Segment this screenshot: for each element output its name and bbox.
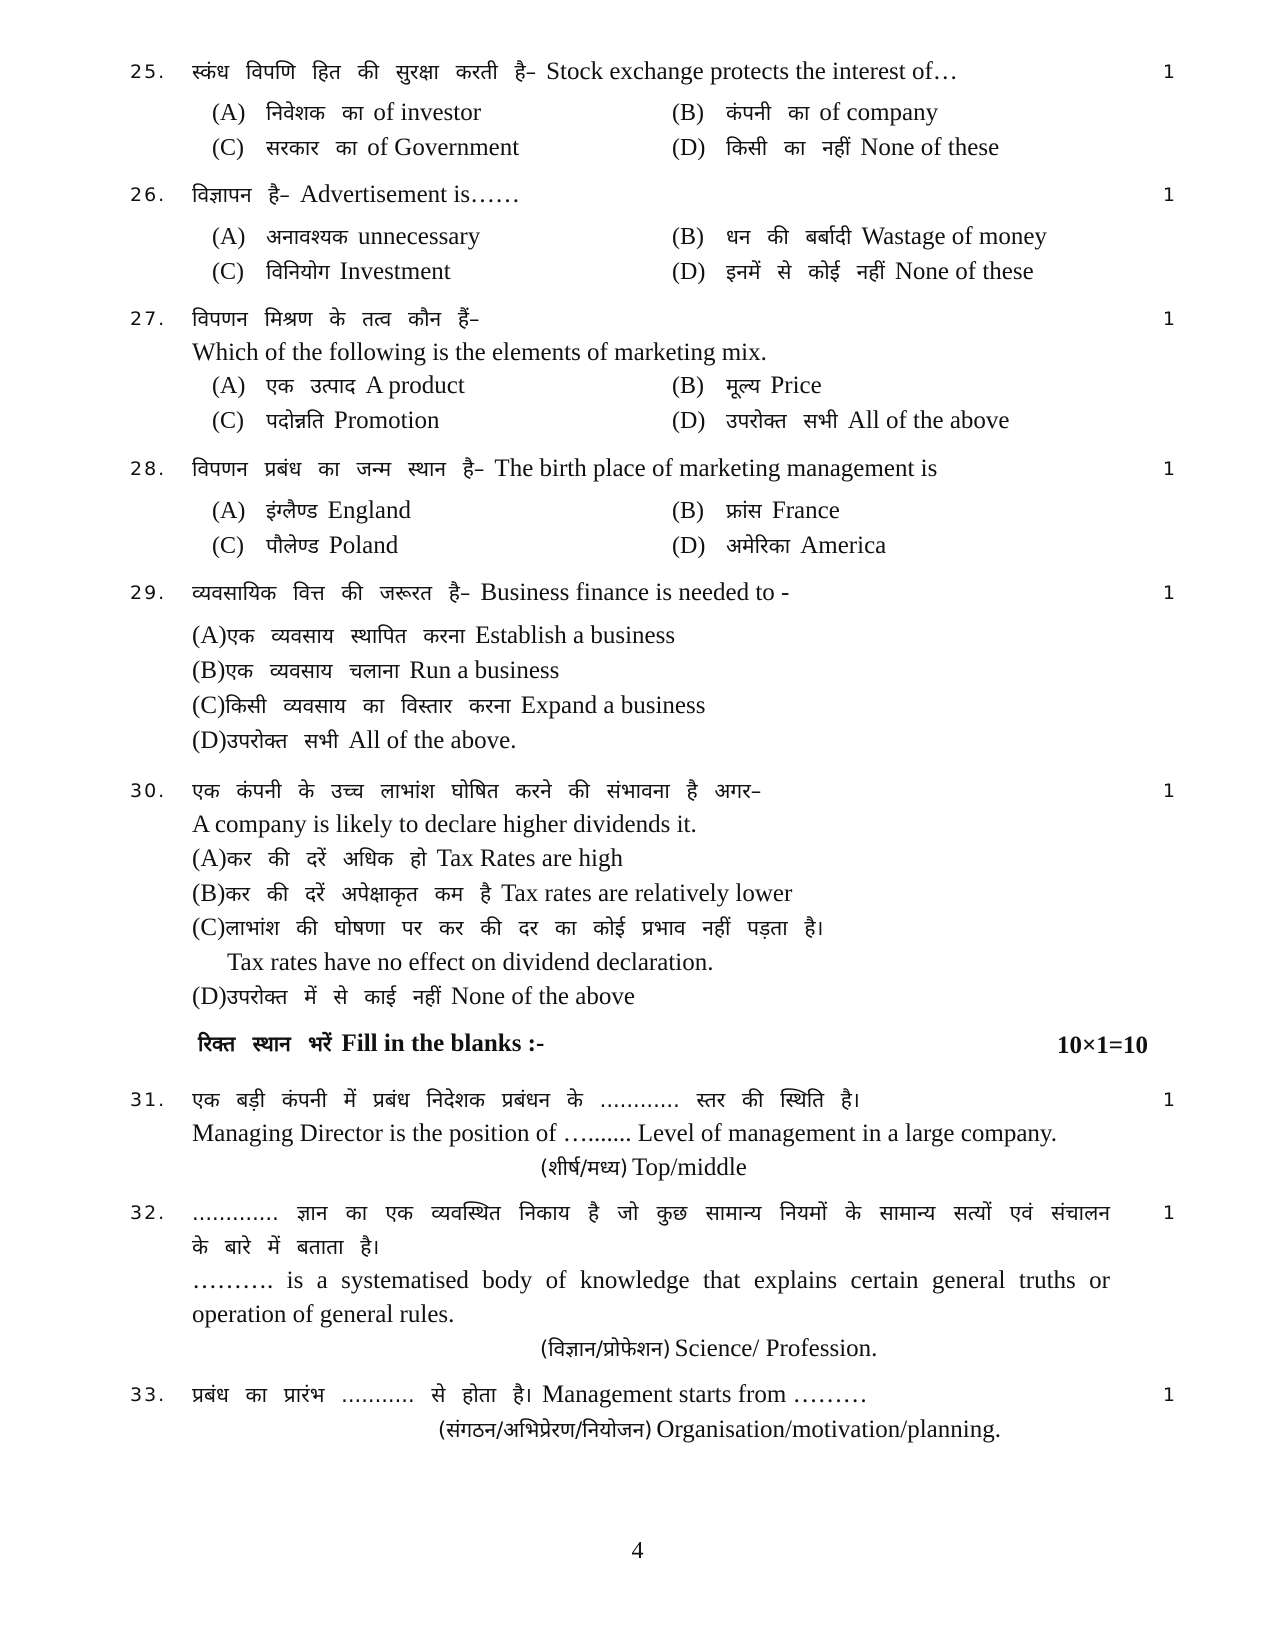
question-number: 33. bbox=[130, 1384, 167, 1406]
question-text-hindi: स्कंध विपणि हित की सुरक्षा करती है– bbox=[192, 60, 537, 84]
page-number: 4 bbox=[631, 1538, 644, 1564]
question-marks: 1 bbox=[1162, 582, 1175, 604]
question-26 bbox=[130, 178, 1175, 218]
question-number: 26. bbox=[130, 184, 167, 206]
question-number: 25. bbox=[130, 61, 167, 83]
question-28 bbox=[130, 452, 1175, 492]
section-title-english: Fill in the blanks :- bbox=[341, 1030, 545, 1057]
option-a: (A) इंग्लैण्ड England bbox=[212, 497, 411, 524]
question-text-english: Advertisement is…… bbox=[299, 181, 521, 208]
question-marks: 1 bbox=[1162, 1384, 1175, 1406]
question-text-hindi: व्यवसायिक वित्त की जरूरत है– bbox=[192, 581, 471, 605]
question-number: 32. bbox=[130, 1202, 167, 1224]
question-32 bbox=[130, 1196, 1175, 1336]
question-text-hindi: प्रबंध का प्रारंभ ........... से होता है। bbox=[192, 1383, 532, 1407]
question-33 bbox=[130, 1378, 1175, 1418]
option-b: (B) फ्रांस France bbox=[672, 497, 840, 524]
question-text-hindi: विपणन मिश्रण के तत्व कौन हैं– bbox=[192, 307, 480, 331]
option-c: (C) पदोन्नति Promotion bbox=[212, 407, 440, 434]
question-number: 28. bbox=[130, 458, 167, 480]
option-c: (C)लाभांश की घोषणा पर कर की दर का कोई प्रभाव नहीं पड़ता है। bbox=[192, 914, 824, 941]
option-a: (A) अनावश्यक unnecessary bbox=[212, 223, 481, 250]
option-b: (B) मूल्य Price bbox=[672, 372, 822, 399]
option-d: (D) किसी का नहीं None of these bbox=[672, 134, 1000, 161]
option-d: (D)उपरोक्त में से काई नहीं None of the above bbox=[192, 983, 635, 1010]
question-marks: 1 bbox=[1162, 1089, 1175, 1111]
question-text bbox=[192, 576, 789, 610]
option-c-english: Tax rates have no effect on dividend declaration. bbox=[227, 949, 714, 976]
question-number: 30. bbox=[130, 780, 167, 802]
question-text-english: Business finance is needed to - bbox=[480, 579, 790, 606]
option-b: (B)कर की दरें अपेक्षाकृत कम है Tax rates are relatively lower bbox=[192, 880, 793, 907]
question-marks: 1 bbox=[1162, 308, 1175, 330]
option-b: (B)एक व्यवसाय चलाना Run a business bbox=[192, 657, 560, 684]
question-marks: 1 bbox=[1162, 61, 1175, 83]
question-text-english: Which of the following is the elements of marketing mix. bbox=[192, 339, 767, 366]
question-number: 31. bbox=[130, 1089, 167, 1111]
question-text-english: The birth place of marketing management is bbox=[494, 455, 938, 482]
option-c: (C) पौलेण्ड Poland bbox=[212, 532, 399, 559]
option-d: (D) इनमें से कोई नहीं None of these bbox=[672, 258, 1034, 285]
section-title bbox=[198, 1030, 544, 1058]
question-29 bbox=[130, 576, 1175, 616]
option-d: (D) अमेरिका America bbox=[672, 532, 887, 559]
option-d: (D) उपरोक्त सभी All of the above bbox=[672, 407, 1010, 434]
question-marks: 1 bbox=[1162, 184, 1175, 206]
question-marks: 1 bbox=[1162, 780, 1175, 802]
option-c: (C) सरकार का of Government bbox=[212, 134, 520, 161]
question-text bbox=[192, 1378, 868, 1412]
option-a: (A)एक व्यवसाय स्थापित करना Establish a business bbox=[192, 622, 676, 649]
question-text-english: Managing Director is the position of …....... Level of management in a large company. bbox=[192, 1120, 1058, 1147]
option-c: (C) विनियोग Investment bbox=[212, 258, 451, 285]
option-d: (D)उपरोक्त सभी All of the above. bbox=[192, 727, 517, 754]
question-text-hindi: एक कंपनी के उच्च लाभांश घोषित करने की संभावना है अगर– bbox=[192, 779, 762, 803]
option-a: (A) एक उत्पाद A product bbox=[212, 372, 465, 399]
option-b: (B) कंपनी का of company bbox=[672, 99, 939, 126]
question-text-english: A company is likely to declare higher dividends it. bbox=[192, 811, 697, 838]
question-text bbox=[192, 55, 958, 89]
question-number: 29. bbox=[130, 582, 167, 604]
option-c: (C)किसी व्यवसाय का विस्तार करना Expand a business bbox=[192, 692, 706, 719]
question-text bbox=[192, 178, 520, 212]
section-title-hindi: रिक्त स्थान भरें bbox=[198, 1032, 332, 1056]
question-text-hindi: विज्ञापन है– bbox=[192, 183, 290, 207]
option-a: (A) निवेशक का of investor bbox=[212, 99, 482, 126]
question-marks: 1 bbox=[1162, 458, 1175, 480]
question-text-english: Stock exchange protects the interest of… bbox=[546, 58, 958, 85]
answer-hint: (संगठन/अभिप्रेरण/नियोजन) Organisation/motivation/planning. bbox=[438, 1416, 1001, 1443]
question-text-english: Management starts from ……… bbox=[541, 1381, 868, 1408]
question-number: 27. bbox=[130, 308, 167, 330]
answer-hint: (शीर्ष/मध्य) Top/middle bbox=[540, 1154, 747, 1181]
question-text bbox=[192, 452, 937, 486]
question-text-hindi: विपणन प्रबंध का जन्म स्थान है– bbox=[192, 457, 485, 481]
question-marks: 1 bbox=[1162, 1202, 1175, 1224]
option-a: (A)कर की दरें अधिक हो Tax Rates are high bbox=[192, 845, 623, 872]
section-marks: 10×1=10 bbox=[1057, 1032, 1148, 1059]
question-text-hindi: एक बड़ी कंपनी में प्रबंध निदेशक प्रबंधन के ............ स्तर की स्थिति है। bbox=[192, 1088, 860, 1112]
question-text-english: ………. is a systematised body of knowledge that explains certain general truths or operation of general rules. bbox=[192, 1267, 1110, 1328]
option-b: (B) धन की बर्बादी Wastage of money bbox=[672, 223, 1047, 250]
answer-hint: (विज्ञान/प्रोफेशन) Science/ Profession. bbox=[540, 1335, 878, 1362]
question-text-hindi: ............. ज्ञान का एक व्यवस्थित निकाय है जो कुछ सामान्य नियमों के सामान्य सत्यों एवं संचालन के बारे में बताता है। bbox=[192, 1201, 1110, 1259]
